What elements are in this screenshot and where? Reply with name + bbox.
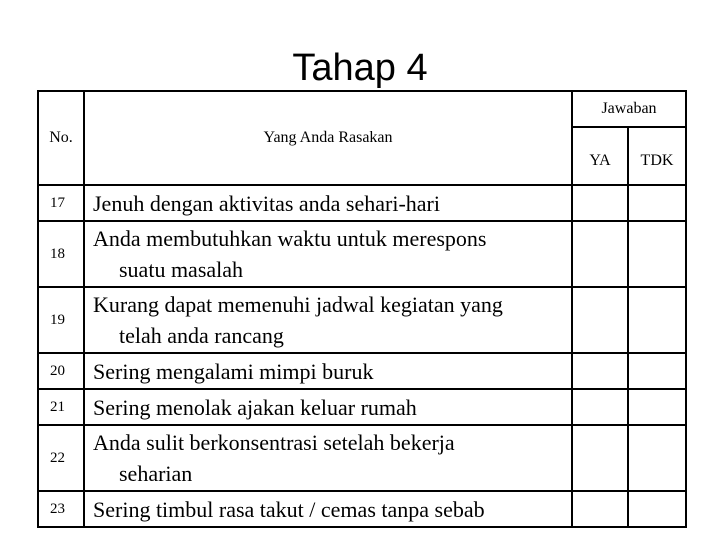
row-statement (84, 389, 572, 425)
statement-line: Sering menolak ajakan keluar rumah (93, 394, 417, 420)
table-row (38, 185, 686, 221)
table-row (38, 353, 686, 389)
answer-yes-cell[interactable] (572, 425, 628, 491)
row-number: 21 (38, 389, 84, 425)
statement-line-continued: suatu masalah (119, 257, 244, 282)
answer-tdk-cell[interactable] (628, 389, 686, 425)
statement-line: Sering mengalami mimpi buruk (93, 358, 374, 384)
row-statement (84, 353, 572, 389)
answer-tdk-cell[interactable] (628, 287, 686, 353)
row-statement (84, 221, 572, 287)
table-row (38, 491, 686, 527)
table-row (38, 287, 686, 353)
table-row (38, 425, 686, 491)
statement-line: Anda sulit berkonsentrasi setelah bekerja (93, 430, 455, 455)
answer-tdk-cell[interactable] (628, 221, 686, 287)
answer-tdk-cell[interactable] (628, 185, 686, 221)
answer-yes-cell[interactable] (572, 389, 628, 425)
row-number: 23 (38, 491, 84, 527)
row-statement (84, 491, 572, 527)
answer-tdk-cell[interactable] (628, 491, 686, 527)
row-statement (84, 185, 572, 221)
row-statement (84, 425, 572, 491)
header-statement: Yang Anda Rasakan (84, 91, 572, 185)
header-tdk: TDK (628, 127, 686, 185)
answer-tdk-cell[interactable] (628, 353, 686, 389)
row-number: 17 (38, 185, 84, 221)
answer-tdk-cell[interactable] (628, 425, 686, 491)
answer-yes-cell[interactable] (572, 491, 628, 527)
statement-line: Anda membutuhkan waktu untuk merespons (93, 226, 487, 251)
row-number: 20 (38, 353, 84, 389)
page-title: Tahap 4 (292, 47, 428, 89)
row-statement (84, 287, 572, 353)
statement-line: Jenuh dengan aktivitas anda sehari-hari (93, 190, 440, 216)
header-row-top (38, 91, 686, 127)
header-no: No. (38, 91, 84, 185)
header-answer-group: Jawaban (572, 91, 686, 127)
table-row (38, 221, 686, 287)
statement-line-continued: telah anda rancang (119, 323, 284, 348)
answer-yes-cell[interactable] (572, 185, 628, 221)
table-row (38, 389, 686, 425)
statement-line: Kurang dapat memenuhi jadwal kegiatan yang (93, 292, 503, 317)
row-number: 22 (38, 425, 84, 491)
row-number: 19 (38, 287, 84, 353)
statement-line: Sering timbul rasa takut / cemas tanpa sebab (93, 496, 485, 522)
questionnaire-table (37, 90, 687, 528)
row-number: 18 (38, 221, 84, 287)
answer-yes-cell[interactable] (572, 353, 628, 389)
statement-line-continued: seharian (119, 461, 193, 486)
answer-yes-cell[interactable] (572, 287, 628, 353)
answer-yes-cell[interactable] (572, 221, 628, 287)
header-yes: YA (572, 127, 628, 185)
